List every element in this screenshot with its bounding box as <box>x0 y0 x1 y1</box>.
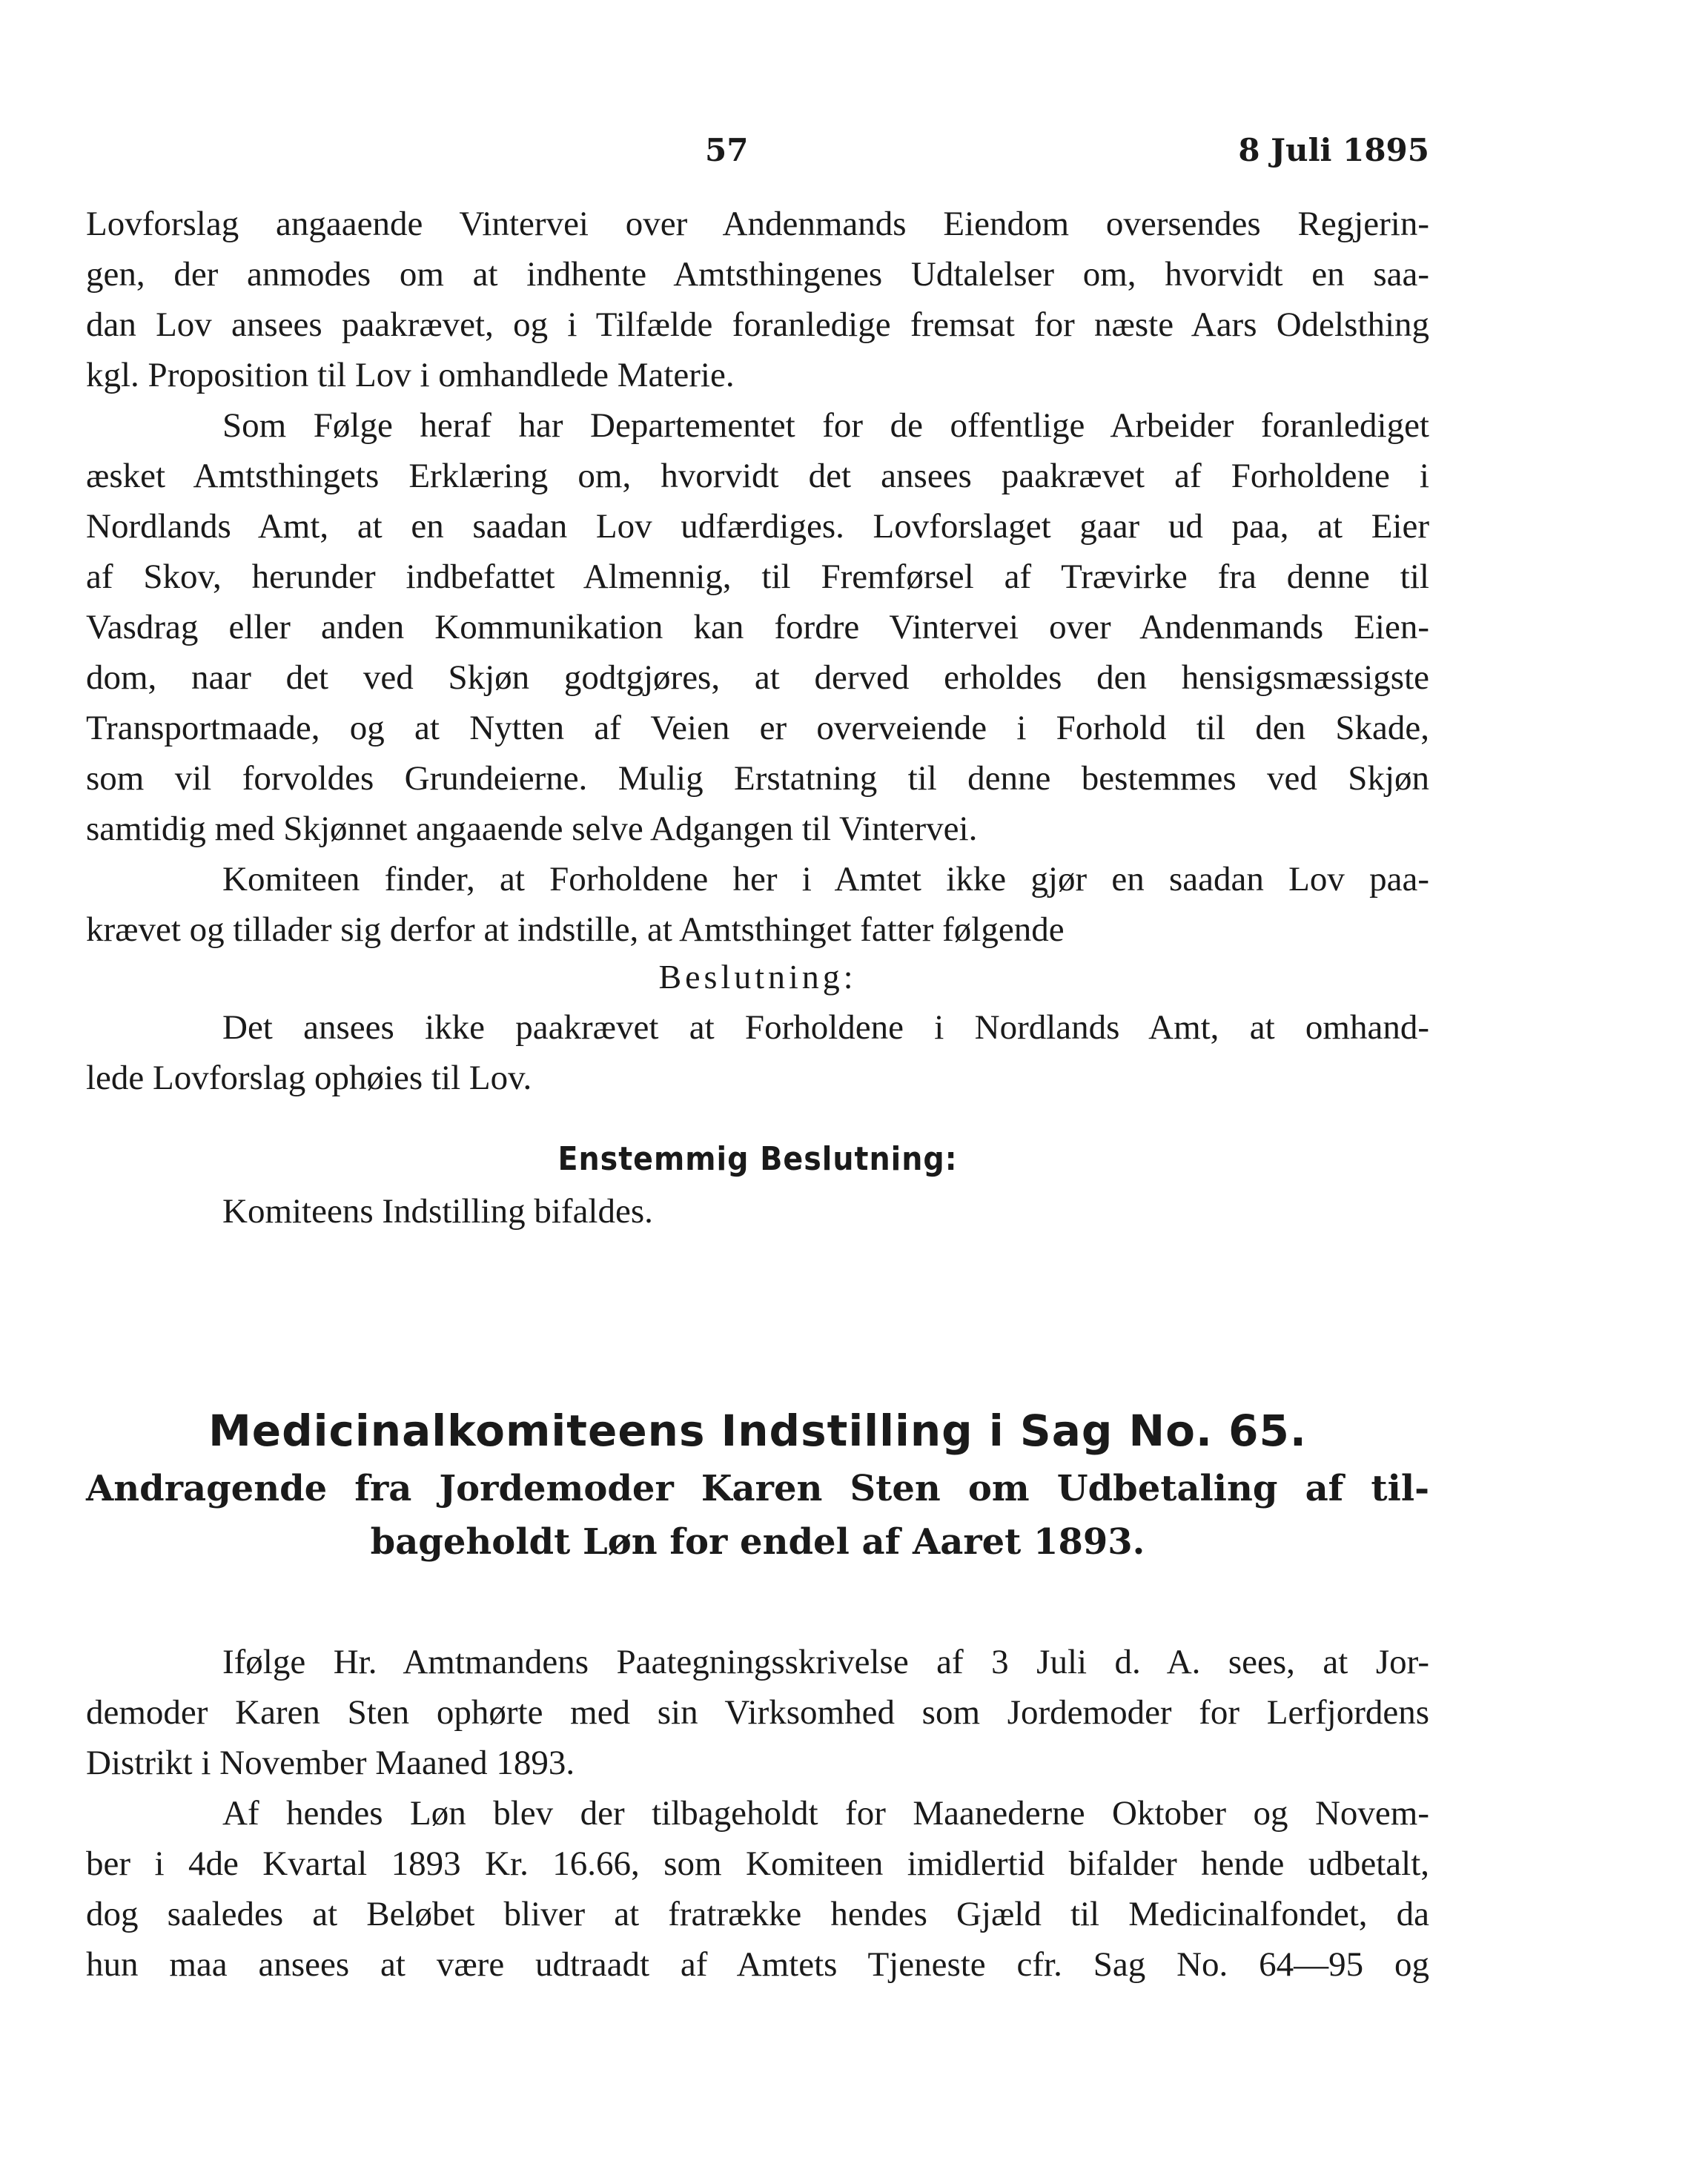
text-line: ber i 4de Kvartal 1893 Kr. 16.66, som Komiteen imidlertid bifalder hende udbetalt, <box>86 1844 1429 1883</box>
subtitle-line: bageholdt Løn for endel af Aaret 1893. <box>370 1521 1145 1563</box>
document-page <box>86 0 1429 2181</box>
page-header <box>86 132 1429 184</box>
text-line: Det ansees ikke paakrævet at Forholdene i Nordlands Amt, at omhand- <box>222 1008 1429 1047</box>
text-line: Lovforslag angaaende Vintervei over Andenmands Eiendom oversendes Regjerin- <box>86 205 1429 243</box>
section-title: Medicinalkomiteens Indstilling i Sag No. 65. <box>208 1406 1307 1456</box>
text-line: æsket Amtsthingets Erklæring om, hvorvidt det ansees paakrævet af Forholdene i <box>86 457 1429 495</box>
text-line: som vil forvoldes Grundeierne. Mulig Erstatning til denne bestemmes ved Skjøn <box>86 759 1429 798</box>
text-line: Nordlands Amt, at en saadan Lov udfærdiges. Lovforslaget gaar ud paa, at Eier <box>86 507 1429 546</box>
text-line: krævet og tillader sig derfor at indstille, at Amtsthinget fatter følgende <box>86 910 1065 949</box>
page-number: 57 <box>705 132 749 168</box>
text-line: Komiteen finder, at Forholdene her i Amtet ikke gjør en saadan Lov paa- <box>222 860 1429 898</box>
unanimous-heading: Enstemmig Beslutning: <box>557 1140 958 1178</box>
text-line: lede Lovforslag ophøies til Lov. <box>86 1059 532 1097</box>
text-line: dan Lov ansees paakrævet, og i Tilfælde foranledige fremsat for næste Aars Odelsthing <box>86 305 1429 344</box>
text-line: demoder Karen Sten ophørte med sin Virksomhed som Jordemoder for Lerfjordens <box>86 1693 1429 1732</box>
unanimous-text: Komiteens Indstilling bifaldes. <box>222 1192 653 1231</box>
text-line: Transportmaade, og at Nytten af Veien er overveiende i Forhold til den Skade, <box>86 709 1429 747</box>
header-date: 8 Juli 1895 <box>1238 132 1429 168</box>
text-line: samtidig med Skjønnet angaaende selve Adgangen til Vintervei. <box>86 810 978 848</box>
text-line: gen, der anmodes om at indhente Amtsthingenes Udtalelser om, hvorvidt en saa- <box>86 255 1429 294</box>
text-line: dog saaledes at Beløbet bliver at fratrække hendes Gjæld til Medicinalfondet, da <box>86 1895 1429 1933</box>
text-line: Distrikt i November Maaned 1893. <box>86 1744 575 1782</box>
text-line: Ifølge Hr. Amtmandens Paategningsskrivelse af 3 Juli d. A. sees, at Jor- <box>222 1643 1429 1681</box>
text-line: dom, naar det ved Skjøn godtgjøres, at derved erholdes den hensigsmæssigste <box>86 658 1429 697</box>
text-line: hun maa ansees at være udtraadt af Amtets Tjeneste cfr. Sag No. 64—95 og <box>86 1945 1429 1984</box>
text-line: Vasdrag eller anden Kommunikation kan fordre Vintervei over Andenmands Eien- <box>86 608 1429 646</box>
resolution-heading: Beslutning: <box>658 958 857 996</box>
text-line: kgl. Proposition til Lov i omhandlede Materie. <box>86 356 735 394</box>
text-line: Af hendes Løn blev der tilbageholdt for Maanederne Oktober og Novem- <box>222 1794 1429 1833</box>
subtitle-line: Andragende fra Jordemoder Karen Sten om Udbetaling af til- <box>86 1468 1429 1509</box>
text-line: Som Følge heraf har Departementet for de offentlige Arbeider foranlediget <box>222 406 1429 445</box>
text-line: af Skov, herunder indbefattet Almennig, til Fremførsel af Trævirke fra denne til <box>86 557 1429 596</box>
